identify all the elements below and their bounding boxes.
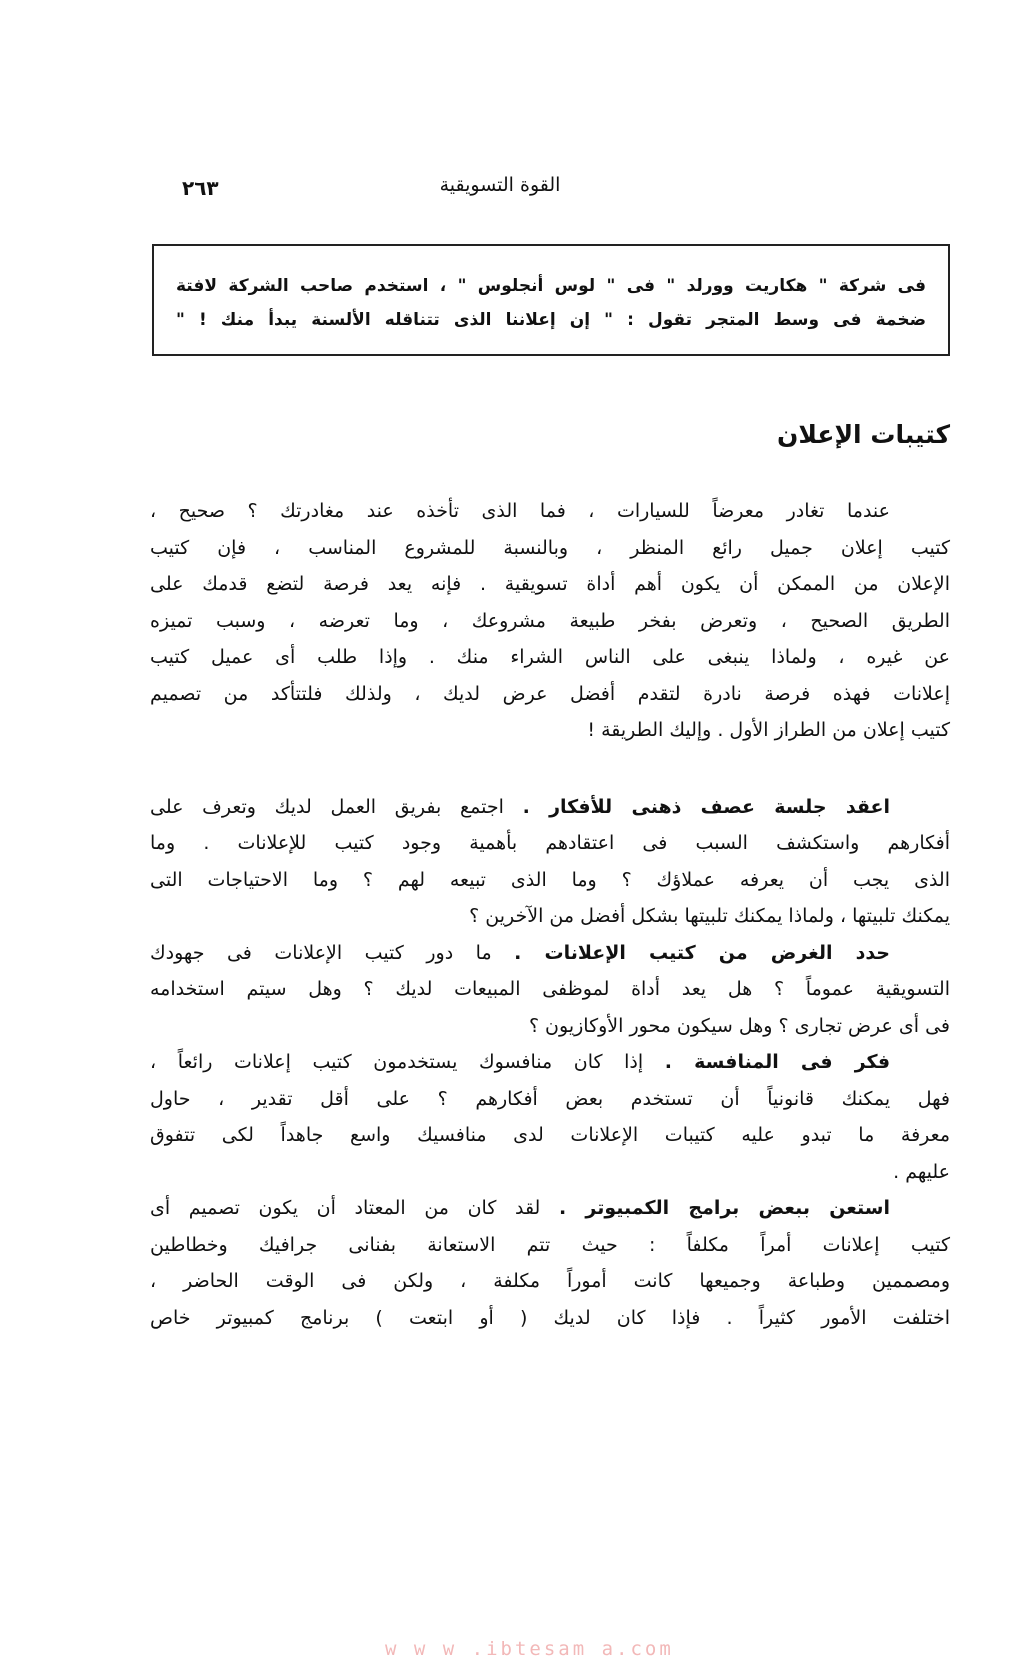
lead-phrase: استعن ببعض برامج الكمبيوتر . [558,1197,890,1220]
line-text: اجتمع بفريق العمل لديك وتعرف على [150,795,523,818]
line-text: إذا كان منافسوك يستخدمون كتيب إعلانات رائعاً ، [150,1051,665,1074]
line-text: لقد كان من المعتاد أن يكون تصميم أى [150,1197,559,1220]
quote-box [152,244,950,356]
text-line: كتيب إعلانات أمراً مكلفاً : حيث تتم الاستعانة بفنانى جرافيك وخطاطين [150,1233,950,1256]
lead-phrase: اعقد جلسة عصف ذهنى للأفكار . [522,795,890,818]
text-line: كتيب إعلان جميل رائع المنظر ، وبالنسبة للمشروع المناسب ، فإن كتيب [150,536,950,559]
text-line: إعلانات فهذه فرصة نادرة لتقدم أفضل عرض لديك ، ولذلك فلتتأكد من تصميم [150,682,950,705]
line-text: ما دور كتيب الإعلانات فى جهودك [150,941,515,964]
text-line: الإعلان من الممكن أن يكون أهم أداة تسويقية . فإنه يعد فرصة لتضع قدمك على [150,573,950,595]
text-line: الطريق الصحيح ، وتعرض بفخر طبيعة مشروعك ، وما تعرضه ، وسبب تميزه [150,609,950,632]
text-line: الذى يجب أن يعرفه عملاؤك ؟ وما الذى تبيعه لهم ؟ وما الاحتياجات التى [150,868,950,891]
watermark: w w w .ibtesam a.com [385,1638,674,1660]
text-line [150,938,890,968]
lead-phrase: فكر فى المنافسة . [664,1051,891,1074]
running-title: القوة التسويقية [439,174,561,196]
text-line: عندما تغادر معرضاً للسيارات ، فما الذى تأخذه عند مغادرتك ؟ صحيح ، [150,500,890,522]
text-line: التسويقية عموماً ؟ هل يعد أداة لموظفى المبيعات لديك ؟ وهل سيتم استخدامه [150,978,950,1001]
text-line: عليهم . [893,1160,950,1183]
text-line [150,792,890,822]
quote-line: فى شركة " هكاريت وورلد " فى " لوس أنجلوس " ، استخدم صاحب الشركة لافتة [176,276,926,296]
lead-phrase: حدد الغرض من كتيب الإعلانات . [514,941,890,964]
text-line: فى أى عرض تجارى ؟ وهل سيكون محور الأوكازيون ؟ [528,1014,950,1037]
text-line: ومصممين وطباعة وجميعها كانت أموراً مكلفة ، ولكن فى الوقت الحاضر ، [150,1270,950,1293]
text-line [150,1047,890,1077]
text-line: يمكنك تلبيتها ، ولماذا يمكنك تلبيتها بشكل أفضل من الآخرين ؟ [469,905,950,928]
text-line: فهل يمكنك قانونياً أن تستخدم بعض أفكارهم ؟ على أقل تقدير ، حاول [150,1087,950,1110]
text-line: عن غيره ، ولماذا ينبغى على الناس الشراء منك . وإذا طلب أى عميل كتيب [150,646,950,668]
text-line: أفكارهم واستكشف السبب فى اعتقادهم بأهمية وجود كتيب للإعلانات . وما [150,832,950,855]
text-line: اختلفت الأمور كثيراً . فإذا كان لديك ( أو ابتعت ) برنامج كمبيوتر خاص [150,1306,950,1329]
quote-line: ضخمة فى وسط المتجر تقول : " إن إعلاننا الذى تتناقله الألسنة يبدأ منك ! " [176,310,926,330]
text-line: كتيب إعلان من الطراز الأول . وإليك الطريقة ! [587,719,950,741]
text-line [150,1193,890,1223]
text-line: معرفة ما تبدو عليه كتيبات الإعلانات لدى منافسيك واسع جاهداً لكى تتفوق [150,1124,950,1147]
page-number: ٢٦٣ [182,176,219,200]
section-heading: كتيبات الإعلان [777,420,950,449]
